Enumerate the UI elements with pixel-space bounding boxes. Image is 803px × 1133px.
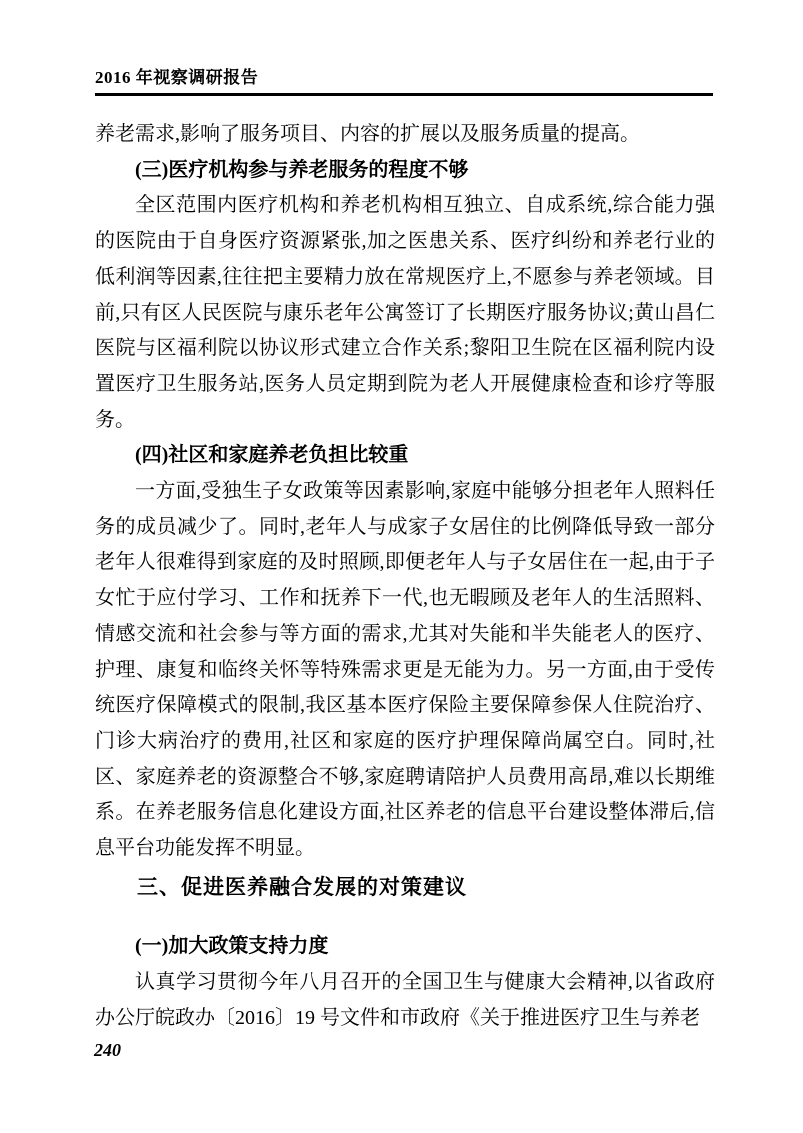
- text-column: [95, 117, 715, 1037]
- paragraph-policy-support: 认真学习贯彻今年八月召开的全国卫生与健康大会精神,以省政府办公厅皖政办〔2016〕19 号文件和市政府《关于推进医疗卫生与养老: [95, 971, 715, 1029]
- paragraph-community-family-burden: 一方面,受独生子女政策等因素影响,家庭中能够分担老年人照料任务的成员减少了。同时,老年人与成家子女居住的比例降低导致一部分老年人很难得到家庭的及时照顾,即便老年人与子女居住在一起,由于子女忙于应付学习、工作和抚养下一代,也无暇顾及老年人的生活照料、情感交流和社会参与等方面的需求,尤其对失能和半失能老人的医疗、护理、康复和临终关怀等特殊需求更是无能为力。另一方面,由于受传统医疗保障模式的限制,我区基本医疗保险主要保障参保人住院治疗、门诊大病治疗的费用,社区和家庭的医疗护理保障尚属空白。同时,社区、家庭养老的资源整合不够,家庭聘请陪护人员费用高昂,难以长期维系。在养老服务信息化建设方面,社区养老的信息平台建设整体滞后,信息平台功能发挥不明显。: [95, 480, 715, 860]
- running-header-title: 2016 年视察调研报告: [95, 63, 713, 96]
- sub-heading-three-medical-institutions: (三)医疗机构参与养老服务的程度不够: [135, 158, 469, 181]
- section-heading-three-countermeasures: 三、促进医养融合发展的对策建议: [137, 874, 467, 899]
- sub-heading-four-community-family-burden: (四)社区和家庭养老负担比较重: [135, 444, 409, 467]
- sub-heading-one-policy-support: (一)加大政策支持力度: [135, 935, 329, 958]
- paragraph-continued-from-previous-page: 养老需求,影响了服务项目、内容的扩展以及服务质量的提高。: [95, 123, 640, 145]
- page-number: 240: [94, 1040, 121, 1060]
- paragraph-medical-institutions: 全区范围内医疗机构和养老机构相互独立、自成系统,综合能力强的医院由于自身医疗资源紧张,加之医患关系、医疗纠纷和养老行业的低利润等因素,往往把主要精力放在常规医疗上,不愿参与养老领域。目前,只有区人民医院与康乐老年公寓签订了长期医疗服务协议;黄山昌仁医院与区福利院以协议形式建立合作关系;黎阳卫生院在区福利院内设置医疗卫生服务站,医务人员定期到院为老人开展健康检查和诊疗等服务。: [95, 194, 715, 431]
